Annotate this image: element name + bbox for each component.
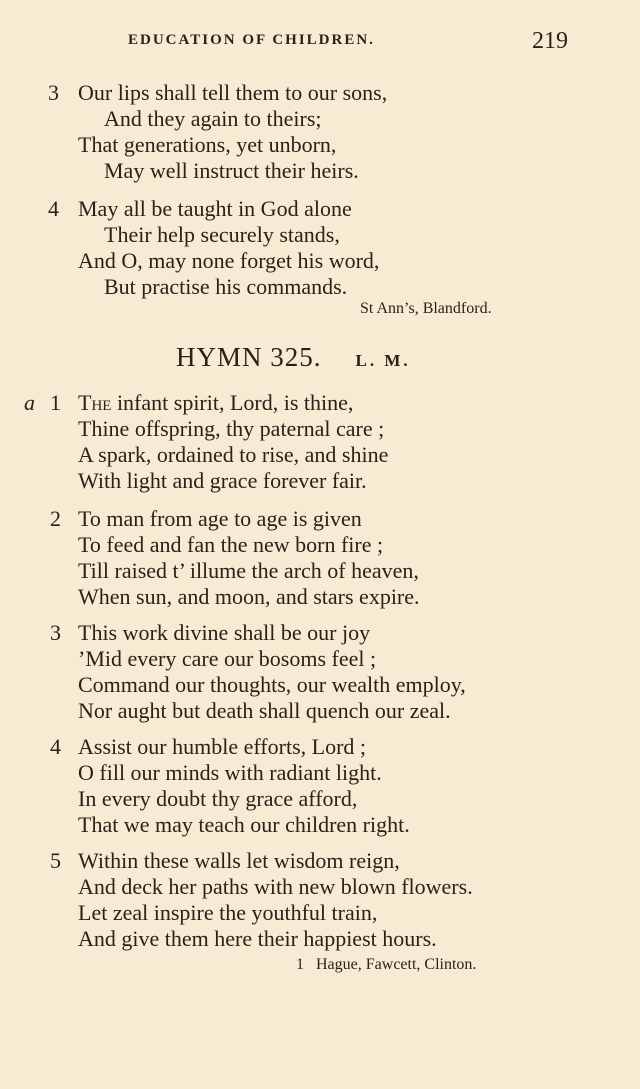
- tune-list: Hague, Fawcett, Clinton.: [316, 956, 477, 973]
- verse-line: [78, 390, 353, 416]
- first-line-rest: infant spirit, Lord, is thine,: [111, 390, 354, 415]
- stanza-number: 1: [50, 390, 61, 415]
- verse-line: May all be taught in God alone: [78, 196, 352, 221]
- tune-names: [296, 956, 476, 974]
- page-number: 219: [532, 28, 568, 54]
- verse-line: To man from age to age is given: [78, 506, 362, 531]
- stanza-number: 3: [50, 620, 61, 645]
- verse-line: With light and grace forever fair.: [78, 468, 367, 493]
- verse-line: Thine offspring, thy paternal care ;: [78, 416, 385, 441]
- verse-line: And deck her paths with new blown flowers.: [78, 874, 473, 899]
- hymn-title: HYMN 325.: [176, 342, 322, 372]
- verse-line: To feed and fan the new born fire ;: [78, 532, 384, 557]
- verse-line: May well instruct their heirs.: [104, 158, 359, 183]
- verse-line: A spark, ordained to rise, and shine: [78, 442, 389, 467]
- verse-line: That generations, yet unborn,: [78, 132, 337, 157]
- stanza-number: 4: [50, 734, 61, 759]
- verse-line: Till raised t’ illume the arch of heaven,: [78, 558, 419, 583]
- verse-line: And give them here their happiest hours.: [78, 926, 437, 951]
- stanza-number: 5: [50, 848, 61, 873]
- verse-line: Our lips shall tell them to our sons,: [78, 80, 388, 105]
- tempo-mark: a: [24, 390, 35, 415]
- tune-number: 1: [296, 956, 304, 973]
- running-title: EDUCATION OF CHILDREN.: [128, 32, 375, 48]
- verse-line: In every doubt thy grace afford,: [78, 786, 358, 811]
- hymn-meter: L. M.: [355, 351, 411, 370]
- verse-line: That we may teach our children right.: [78, 812, 410, 837]
- stanza-number: 3: [48, 80, 59, 105]
- first-word: The: [78, 390, 112, 415]
- verse-line: And they again to theirs;: [104, 106, 322, 131]
- tune-names: St Ann’s, Blandford.: [360, 300, 492, 317]
- hymn-heading: [176, 342, 411, 373]
- verse-line: But practise his commands.: [104, 274, 348, 299]
- verse-line: Their help securely stands,: [104, 222, 340, 247]
- verse-line: This work divine shall be our joy: [78, 620, 371, 645]
- verse-line: O fill our minds with radiant light.: [78, 760, 382, 785]
- verse-line: ’Mid every care our bosoms feel ;: [78, 646, 377, 671]
- running-head: [0, 28, 640, 58]
- verse-line: Let zeal inspire the youthful train,: [78, 900, 378, 925]
- stanza-number: 4: [48, 196, 59, 221]
- verse-line: Within these walls let wisdom reign,: [78, 848, 400, 873]
- verse-line: Assist our humble efforts, Lord ;: [78, 734, 367, 759]
- verse-line: When sun, and moon, and stars expire.: [78, 584, 420, 609]
- verse-line: Nor aught but death shall quench our zeal.: [78, 698, 451, 723]
- verse-line: And O, may none forget his word,: [78, 248, 380, 273]
- verse-line: Command our thoughts, our wealth employ,: [78, 672, 466, 697]
- stanza-number: 2: [50, 506, 61, 531]
